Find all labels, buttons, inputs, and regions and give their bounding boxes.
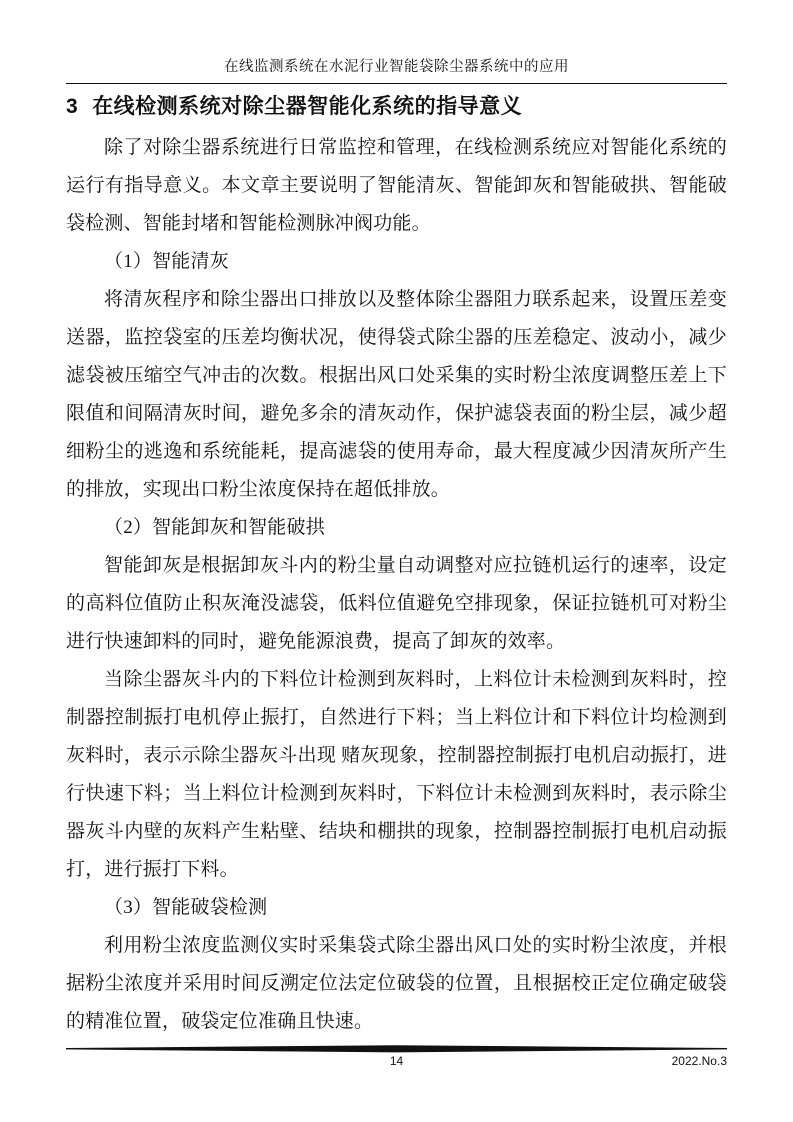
paragraph-level-detectors: 当除尘器灰斗内的下料位计检测到灰料时，上料位计未检测到灰料时，控制器控制振打电机停止振打，自然进行下料；当上料位计和下料位计均检测到灰料时，表示示除尘器灰斗出现 赌灰现象，控制器控制振打电机启动振打，进行快速下料；当上料位计检测到灰料时，下料位计未检测到灰料时，表示除尘器灰斗内壁的灰料产生粘壁、结块和棚拱的现象，控制器控制振打电机启动振打，进行振打下料。 bbox=[66, 669, 727, 880]
page-number: 14 bbox=[389, 1054, 404, 1068]
paragraph-smart-cleaning: 将清灰程序和除尘器出口排放以及整体除尘器阻力联系起来，设置压差变送器，监控袋室的压差均衡状况，使得袋式除尘器的压差稳定、波动小，减少滤袋被压缩空气冲击的次数。根据出风口处采集的实时粉尘浓度调整压差上下限值和间隔清灰时间，避免多余的清灰动作，保护滤袋表面的粉尘层，减少超细粉尘的逃逸和系统能耗，提高滤袋的使用寿命，最大程度减少因清灰所产生的排放，实现出口粉尘浓度保持在超低排放。 bbox=[66, 289, 727, 500]
footer-rule bbox=[66, 1044, 727, 1054]
paragraph-intro: 除了对除尘器系统进行日常监控和管理，在线检测系统应对智能化系统的运行有指导意义。本文章主要说明了智能清灰、智能卸灰和智能破拱、智能破袋检测、智能封堵和智能检测脉冲阀功能。 bbox=[66, 137, 727, 234]
page-content bbox=[66, 56, 727, 1041]
footer-row bbox=[66, 1054, 727, 1070]
paragraph-broken-bag: 利用粉尘浓度监测仪实时采集袋式除尘器出风口处的实时粉尘浓度，并根据粉尘浓度并采用时间反溯定位法定位破袋的位置，且根据校正定位确定破袋的精准位置，破袋定位准确且快速。 bbox=[66, 935, 727, 1032]
paragraph-smart-unloading: 智能卸灰是根据卸灰斗内的粉尘量自动调整对应拉链机运行的速率，设定的高料位值防止积灰淹没滤袋，低料位值避免空排现象，保证拉链机可对粉尘进行快速卸料的同时，避免能源浪费，提高了卸灰的效率。 bbox=[66, 555, 727, 652]
running-header-title: 在线监测系统在水泥行业智能袋除尘器系统中的应用 bbox=[66, 56, 727, 84]
subheading-2: （2）智能卸灰和智能破拱 bbox=[104, 517, 325, 538]
section-title: 在线检测系统对除尘器智能化系统的指导意义 bbox=[92, 95, 523, 118]
page-footer bbox=[66, 1044, 727, 1070]
section-heading bbox=[66, 91, 727, 123]
section-number: 3 bbox=[66, 95, 79, 118]
subheading-1: （1）智能清灰 bbox=[104, 251, 229, 272]
body-paragraphs bbox=[66, 129, 727, 1041]
issue-number: 2022.No.3 bbox=[671, 1054, 727, 1068]
subheading-3: （3）智能破袋检测 bbox=[104, 897, 268, 918]
